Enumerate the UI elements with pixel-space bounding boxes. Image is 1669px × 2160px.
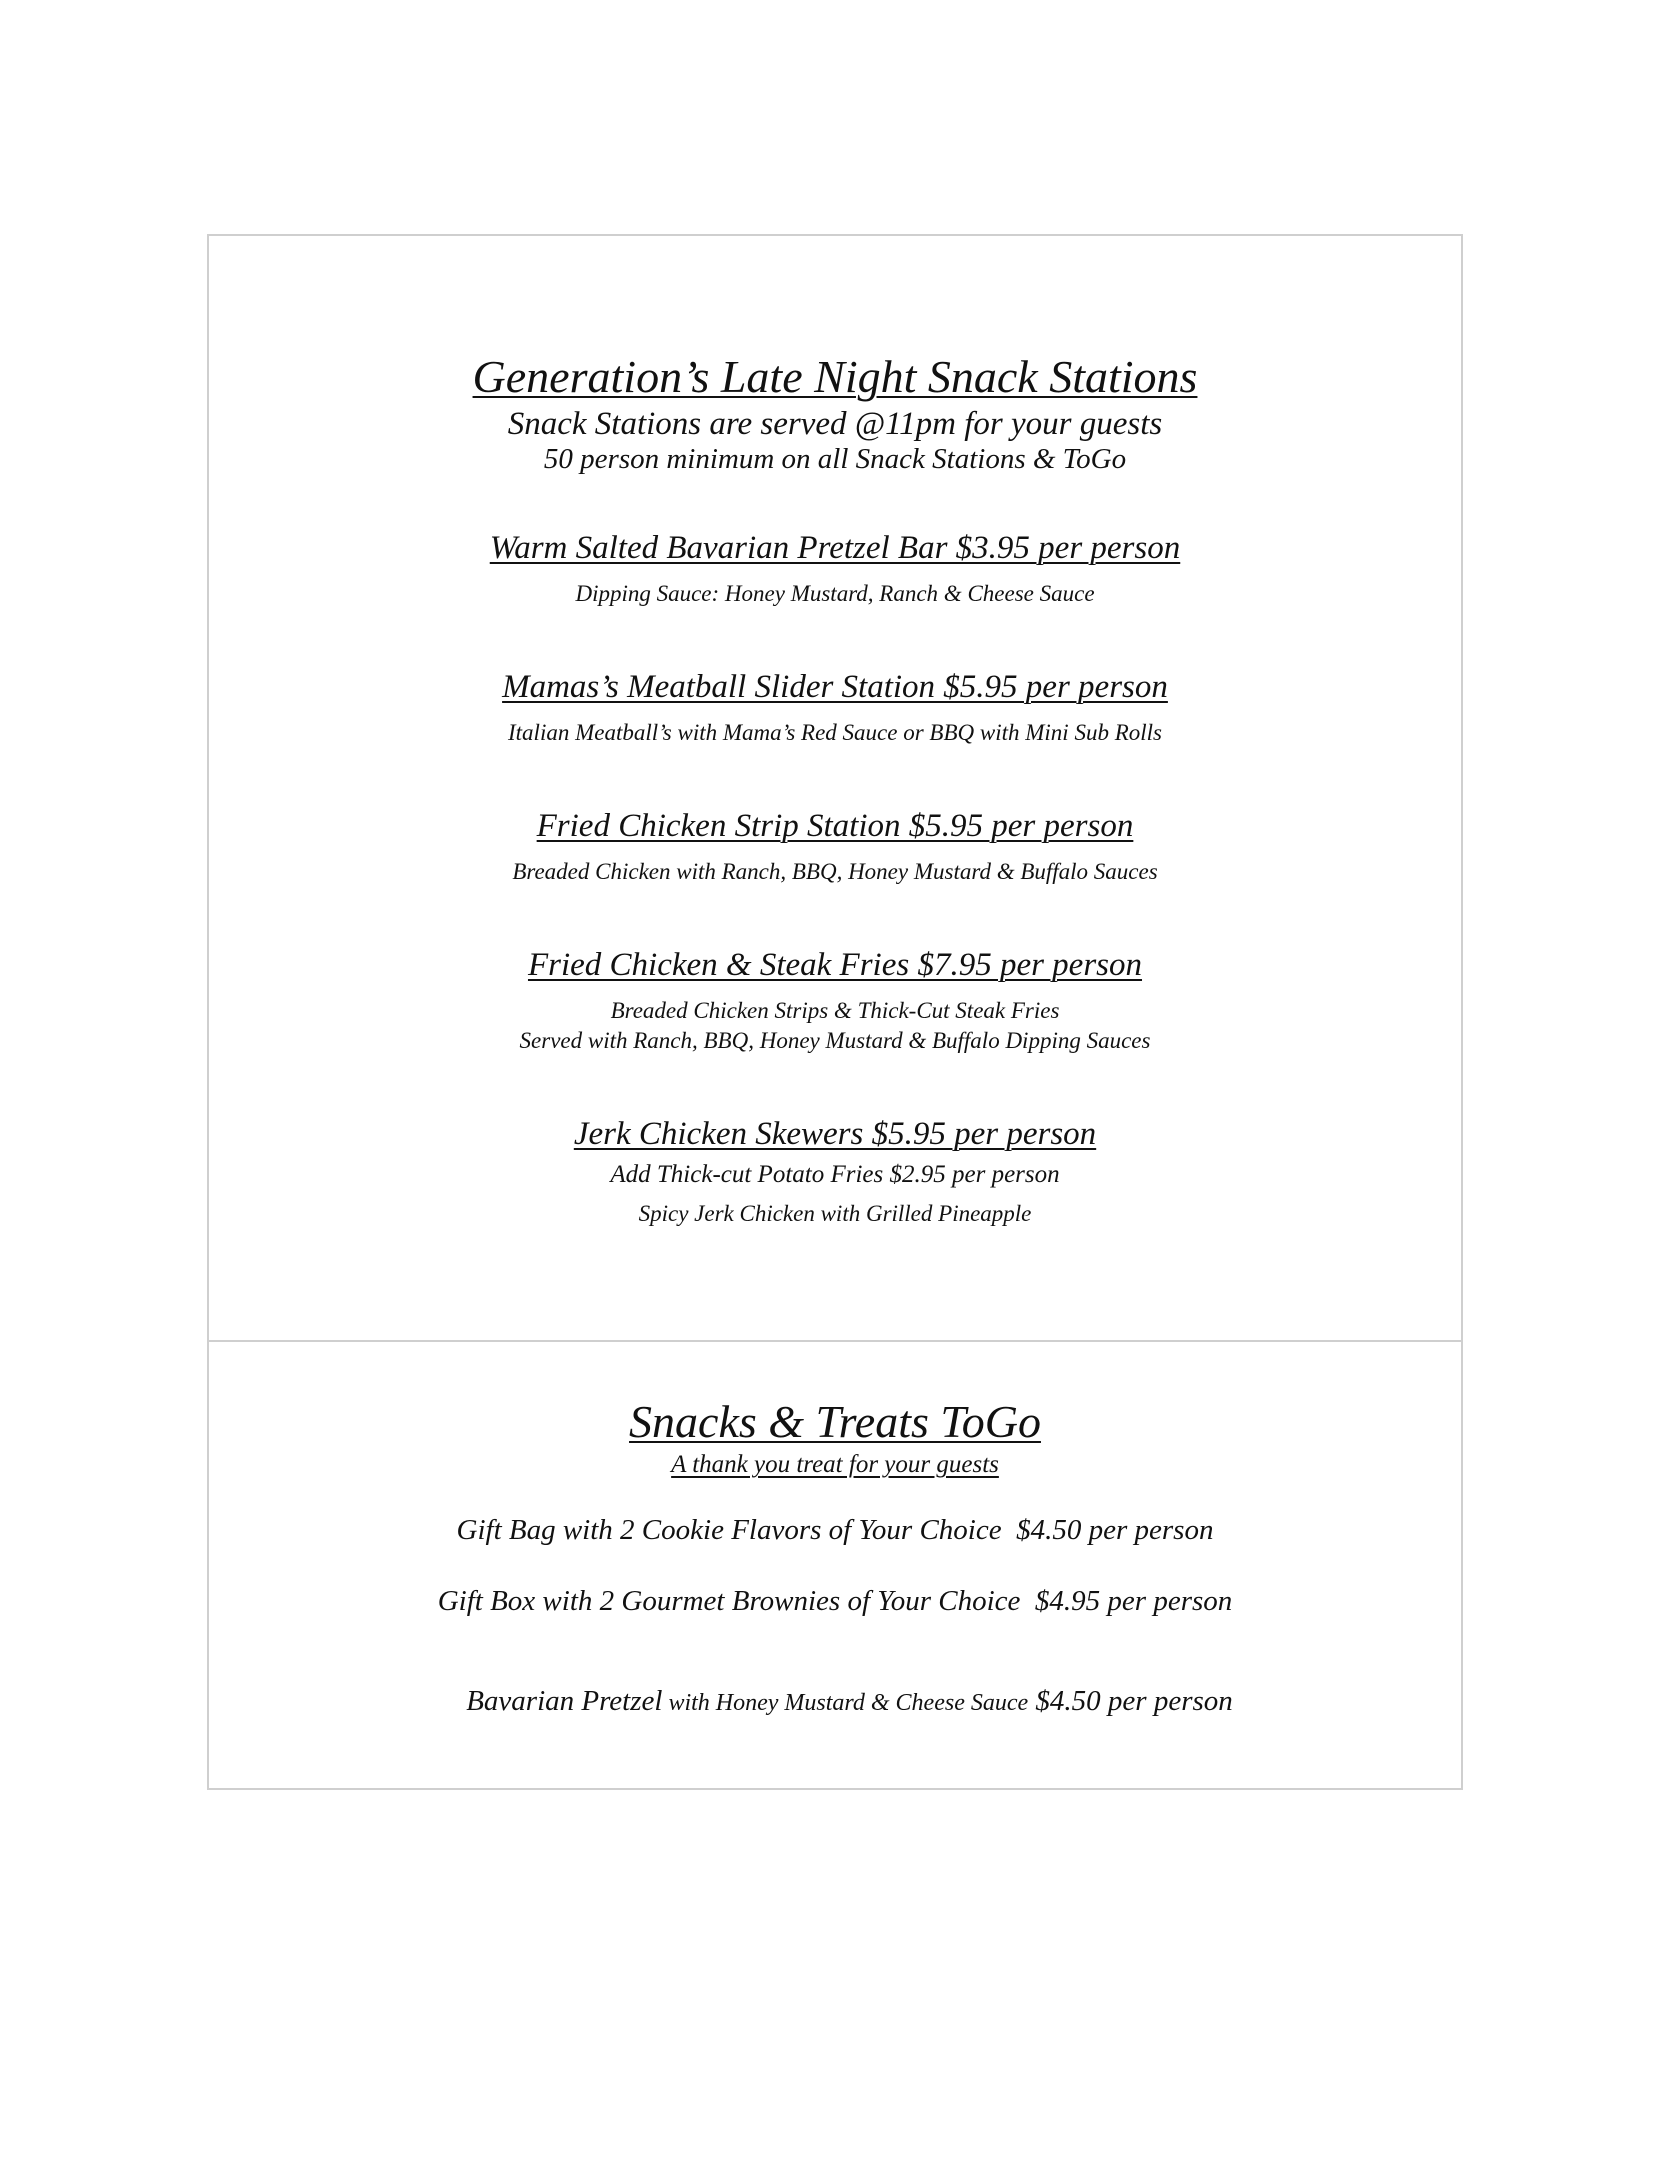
togo-subtitle: A thank you treat for your guests (671, 1451, 999, 1478)
station-item-jerk-chicken: Jerk Chicken Skewers $5.95 per person (573, 1116, 1097, 1152)
togo-title: Snacks & Treats ToGo (629, 1396, 1041, 1447)
station-item-detail: Add Thick-cut Potato Fries $2.95 per person (610, 1161, 1060, 1188)
stations-title: Generation’s Late Night Snack Stations (472, 351, 1198, 402)
station-item-detail: Breaded Chicken with Ranch, BBQ, Honey Mustard & Buffalo Sauces (512, 859, 1158, 884)
station-item-meatball-slider: Mamas’s Meatball Slider Station $5.95 per person (502, 669, 1168, 705)
station-item-detail: Italian Meatball’s with Mama’s Red Sauce or BBQ with Mini Sub Rolls (508, 720, 1162, 745)
togo-item-lead: Bavarian Pretzel (466, 1685, 663, 1717)
togo-item-bavarian-pretzel (209, 1658, 1461, 1745)
togo-item-brownie-gift-box: Gift Box with 2 Gourmet Brownies of Your Choice $4.95 per person (437, 1585, 1233, 1617)
menu-card (207, 234, 1463, 1790)
station-item-detail: Breaded Chicken Strips & Thick-Cut Steak Fries (610, 998, 1060, 1023)
stations-minimum: 50 person minimum on all Snack Stations & ToGo (543, 443, 1127, 475)
station-item-pretzel-bar: Warm Salted Bavarian Pretzel Bar $3.95 per person (489, 530, 1181, 566)
section-divider (209, 1340, 1461, 1342)
station-item-detail: Spicy Jerk Chicken with Grilled Pineapple (638, 1201, 1032, 1226)
togo-item-middle: with Honey Mustard & Cheese Sauce (662, 1690, 1029, 1716)
station-item-chicken-strip: Fried Chicken Strip Station $5.95 per person (536, 808, 1134, 844)
stations-subtitle: Snack Stations are served @11pm for your guests (507, 406, 1163, 442)
station-item-chicken-steak-fries: Fried Chicken & Steak Fries $7.95 per person (527, 947, 1143, 983)
togo-item-price: $4.50 per person (1028, 1685, 1233, 1717)
station-item-detail: Served with Ranch, BBQ, Honey Mustard & Buffalo Dipping Sauces (519, 1028, 1151, 1053)
togo-item-cookie-gift-bag: Gift Bag with 2 Cookie Flavors of Your Choice $4.50 per person (456, 1514, 1214, 1546)
station-item-detail: Dipping Sauce: Honey Mustard, Ranch & Cheese Sauce (575, 581, 1095, 606)
